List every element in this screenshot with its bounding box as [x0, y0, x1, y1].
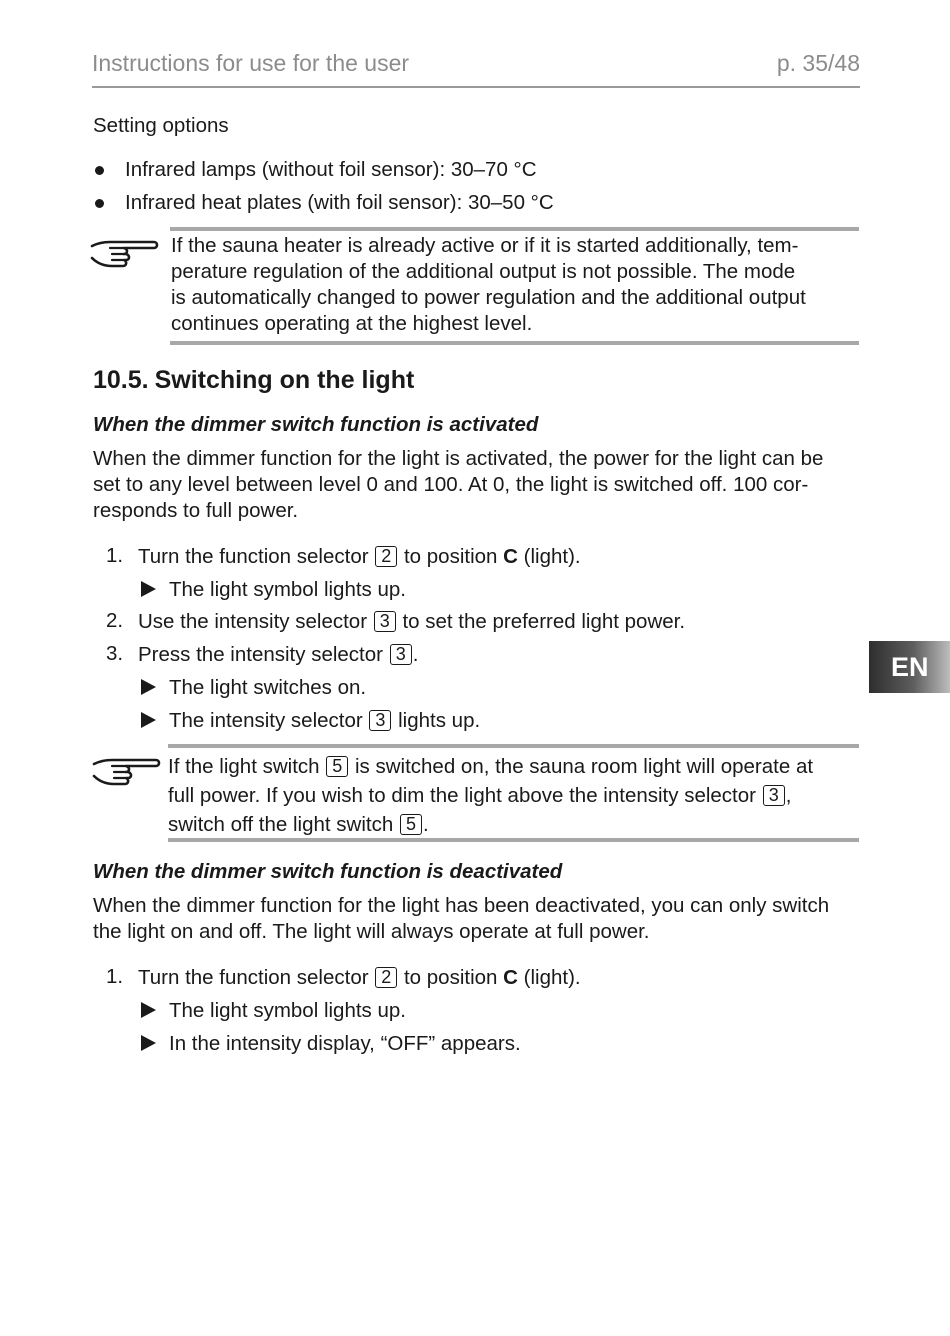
- ref-box: 3: [374, 611, 396, 632]
- note-bottom-rule: [168, 838, 859, 842]
- note-text-part: full power. If you wish to dim the light above the intensity selector: [168, 784, 756, 807]
- paragraph-line: responds to full power.: [93, 499, 299, 522]
- step-number: 2.: [106, 609, 124, 632]
- note-line: is automatically changed to power regulation and the additional output: [171, 286, 806, 309]
- paragraph-deactivated: [93, 893, 863, 945]
- note-text-part: ,: [785, 784, 792, 807]
- note-top-rule: [168, 744, 859, 748]
- result-text: The light switches on.: [169, 676, 367, 699]
- header-title: Instructions for use for the user: [92, 50, 410, 76]
- page-number: p. 35/48: [776, 50, 860, 76]
- step-text-part: to set the preferred light power.: [402, 610, 686, 633]
- position-label: C: [503, 966, 518, 989]
- step-text-part: Turn the function selector: [138, 545, 369, 568]
- step-text-part: Use the intensity selector: [138, 610, 368, 633]
- note-text: [171, 233, 861, 337]
- ref-box: 5: [326, 756, 348, 777]
- result-text: The light symbol lights up.: [169, 999, 407, 1022]
- result-text: In the intensity display, “OFF” appears.: [169, 1032, 521, 1055]
- language-tab: [869, 641, 950, 693]
- note-top-rule: [170, 227, 859, 231]
- note-line: [168, 810, 863, 839]
- step-text-part: to position: [403, 545, 498, 568]
- result-text: [169, 708, 480, 734]
- step-text: [138, 965, 581, 991]
- language-tab-label: EN: [891, 651, 929, 682]
- step-text-part: Turn the function selector: [138, 966, 369, 989]
- step-text-part: (light).: [523, 545, 581, 568]
- note-text-part: If the light switch: [168, 755, 320, 778]
- result-text-part: The intensity selector: [169, 709, 363, 732]
- bullet-icon: [95, 166, 104, 175]
- step-text: [138, 609, 685, 635]
- step-text-part: to position: [403, 966, 498, 989]
- subheading-activated: When the dimmer switch function is activated: [93, 413, 539, 436]
- subheading-deactivated: When the dimmer switch function is deactivated: [93, 860, 563, 883]
- section-heading: [93, 366, 414, 395]
- result-arrow-icon: [141, 1035, 156, 1051]
- result-arrow-icon: [141, 581, 156, 597]
- paragraph-line: When the dimmer function for the light has been deactivated, you can only switch: [93, 894, 830, 917]
- result-text-part: lights up.: [398, 709, 481, 732]
- note-bottom-rule: [170, 341, 859, 345]
- setting-option-item: Infrared heat plates (with foil sensor): 30–50 °C: [125, 191, 554, 214]
- step-number: 3.: [106, 642, 124, 665]
- ref-box: 2: [375, 546, 397, 567]
- result-text: The light symbol lights up.: [169, 578, 407, 601]
- step-number: 1.: [106, 544, 124, 567]
- result-arrow-icon: [141, 1002, 156, 1018]
- step-number: 1.: [106, 965, 124, 988]
- page-header: [92, 48, 860, 88]
- ref-box: 2: [375, 967, 397, 988]
- note-text-part: is switched on, the sauna room light will operate at: [354, 755, 814, 778]
- ref-box: 3: [390, 644, 412, 665]
- ref-box: 5: [400, 814, 422, 835]
- note-text-part: switch off the light switch: [168, 813, 394, 836]
- section-title: Switching on the light: [154, 366, 415, 394]
- note-text: [168, 752, 863, 839]
- paragraph-line: the light on and off. The light will always operate at full power.: [93, 920, 650, 943]
- paragraph-activated: [93, 446, 863, 524]
- result-arrow-icon: [141, 679, 156, 695]
- step-text-part: Press the intensity selector: [138, 643, 383, 666]
- note-line: If the sauna heater is already active or if it is started additionally, tem-: [171, 234, 799, 257]
- pointing-hand-icon: [92, 754, 162, 790]
- pointing-hand-icon: [90, 236, 160, 272]
- result-arrow-icon: [141, 712, 156, 728]
- section-number: 10.5.: [93, 366, 149, 394]
- step-text: [138, 642, 418, 668]
- note-line: continues operating at the highest level.: [171, 312, 533, 335]
- note-line: perature regulation of the additional output is not possible. The mode: [171, 260, 796, 283]
- position-label: C: [503, 545, 518, 568]
- bullet-icon: [95, 199, 104, 208]
- note-text-part: .: [422, 813, 429, 836]
- ref-box: 3: [763, 785, 785, 806]
- paragraph-line: set to any level between level 0 and 100. At 0, the light is switched off. 100 cor-: [93, 473, 809, 496]
- setting-options-heading: Setting options: [93, 114, 229, 137]
- paragraph-line: When the dimmer function for the light is activated, the power for the light can be: [93, 447, 824, 470]
- setting-option-item: Infrared lamps (without foil sensor): 30–70 °C: [125, 158, 537, 181]
- step-text-part: .: [412, 643, 419, 666]
- step-text-part: (light).: [523, 966, 581, 989]
- note-line: [168, 752, 863, 781]
- note-line: [168, 781, 863, 810]
- step-text: [138, 544, 581, 570]
- ref-box: 3: [369, 710, 391, 731]
